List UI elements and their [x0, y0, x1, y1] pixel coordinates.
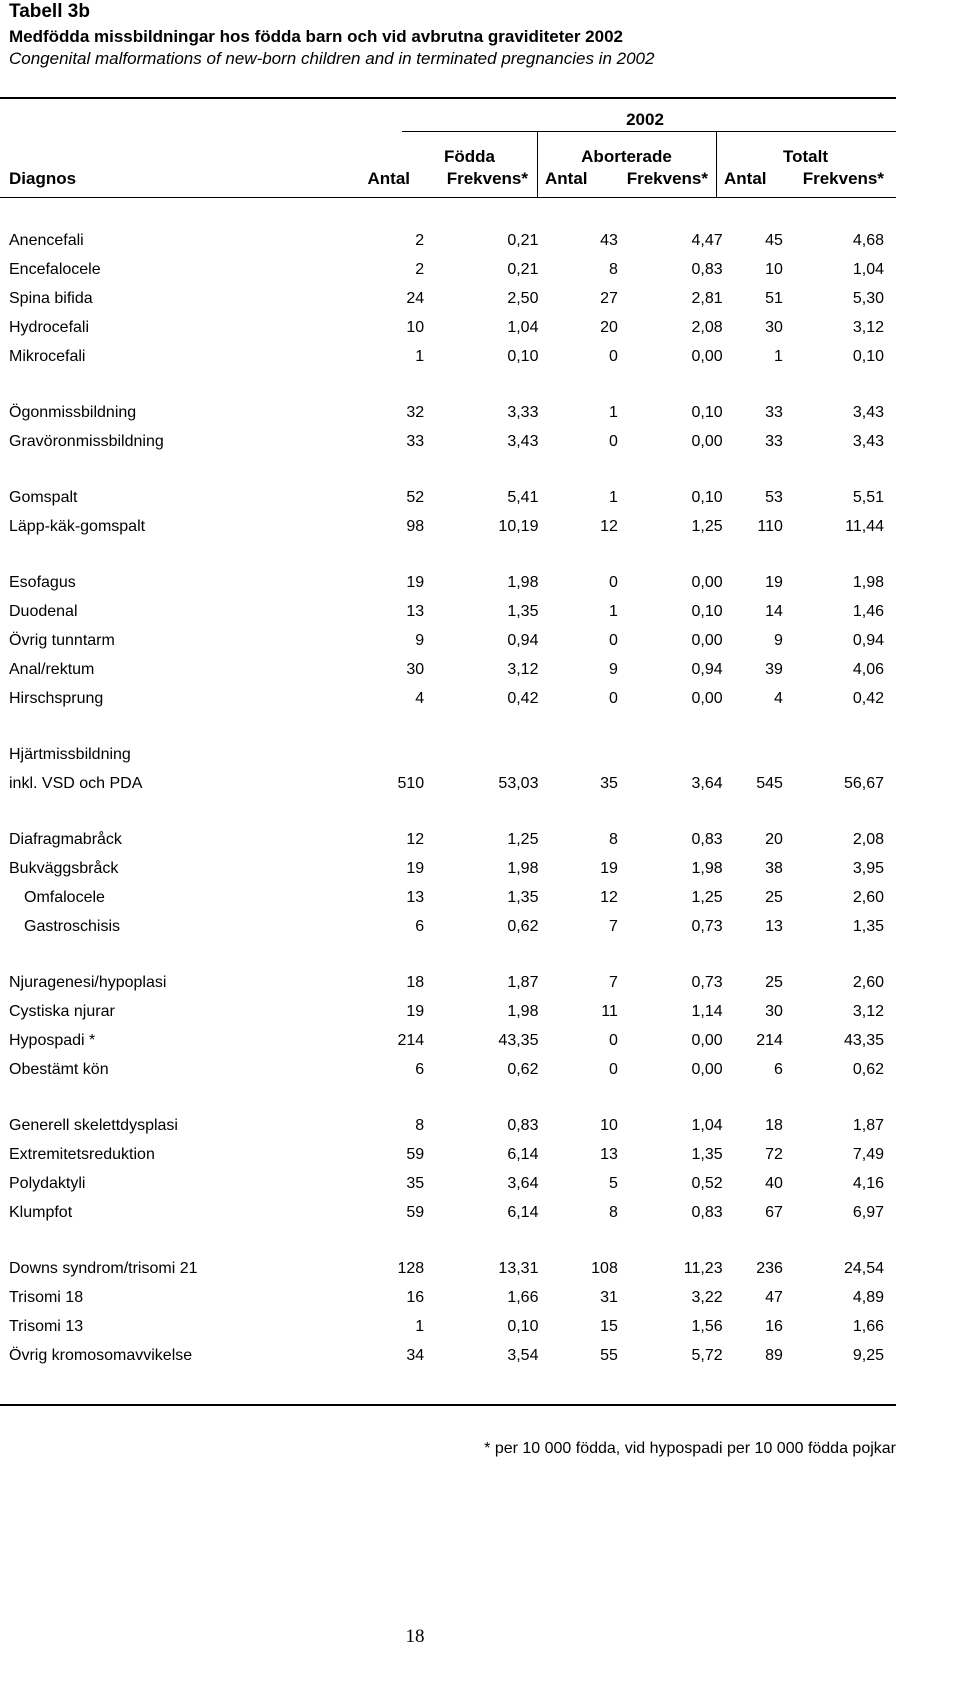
cell-aborterade-frekvens: 1,04	[691, 1117, 723, 1134]
header-separator-2	[716, 131, 717, 197]
cell-aborterade-frekvens: 0,10	[691, 603, 723, 620]
cell-totalt-frekvens: 11,44	[845, 518, 884, 535]
diagnosis-label: Bukväggsbråck	[9, 860, 119, 877]
table-row	[0, 427, 884, 456]
cell-totalt-antal: 18	[765, 1117, 783, 1134]
cell-fodda-frekvens: 3,12	[507, 661, 539, 678]
cell-totalt-frekvens: 3,95	[852, 860, 884, 877]
cell-fodda-frekvens: 1,98	[507, 1003, 539, 1020]
cell-aborterade-antal: 43	[600, 232, 618, 249]
table-row	[0, 883, 884, 912]
cell-totalt-frekvens: 56,67	[843, 775, 884, 792]
cell-aborterade-antal: 11	[601, 1003, 618, 1020]
diagnosis-label: Spina bifida	[9, 290, 93, 307]
diagnosis-label: Encefalocele	[9, 261, 101, 278]
header-totalt-antal: Antal	[724, 169, 767, 188]
cell-totalt-frekvens: 7,49	[852, 1146, 884, 1163]
cell-aborterade-antal: 8	[608, 831, 618, 848]
spacer-row	[0, 1227, 884, 1254]
cell-aborterade-frekvens: 2,81	[691, 290, 723, 307]
cell-totalt-antal: 10	[765, 261, 783, 278]
cell-fodda-antal: 10	[406, 319, 425, 336]
header-aborterade-frekvens: Frekvens*	[626, 169, 708, 188]
cell-totalt-antal: 25	[765, 889, 783, 906]
cell-totalt-antal: 214	[756, 1032, 783, 1049]
cell-aborterade-antal: 1	[608, 603, 618, 620]
table-row	[0, 398, 884, 427]
cell-aborterade-antal: 9	[608, 661, 618, 678]
cell-totalt-frekvens: 2,08	[852, 831, 884, 848]
cell-totalt-antal: 39	[765, 661, 783, 678]
spacer-cell	[0, 941, 884, 968]
cell-aborterade-antal: 0	[608, 632, 618, 649]
cell-aborterade-frekvens: 3,22	[691, 1289, 723, 1306]
diagnosis-label: Övrig kromosomavvikelse	[9, 1347, 193, 1364]
cell-fodda-frekvens	[424, 740, 538, 769]
page-number: 18	[405, 1626, 425, 1647]
diagnosis-label: Generell skelettdysplasi	[9, 1117, 178, 1134]
cell-fodda-frekvens: 1,35	[507, 603, 539, 620]
cell-totalt-frekvens: 1,87	[852, 1117, 884, 1134]
cell-fodda-antal: 59	[406, 1146, 425, 1163]
header-diagnos: Diagnos	[9, 169, 77, 188]
cell-totalt-antal: 89	[765, 1347, 783, 1364]
cell-totalt-antal: 16	[765, 1318, 783, 1335]
cell-totalt-antal: 67	[765, 1204, 783, 1221]
diagnosis-label: Omfalocele	[24, 889, 105, 906]
cell-totalt-frekvens: 1,66	[852, 1318, 884, 1335]
cell-fodda-antal	[375, 740, 424, 769]
header-year: 2002	[626, 110, 664, 129]
cell-totalt-antal: 25	[765, 974, 783, 991]
spacer-row	[0, 371, 884, 398]
cell-fodda-frekvens: 43,35	[498, 1032, 539, 1049]
cell-aborterade-frekvens: 0,00	[691, 1032, 723, 1049]
cell-totalt-frekvens: 3,12	[852, 1003, 884, 1020]
table-row	[0, 1198, 884, 1227]
cell-totalt-antal: 51	[765, 290, 783, 307]
cell-aborterade-frekvens: 0,94	[691, 661, 723, 678]
cell-aborterade-frekvens: 0,83	[691, 261, 723, 278]
cell-fodda-frekvens: 0,21	[507, 232, 539, 249]
diagnosis-label: Diafragmabråck	[9, 831, 122, 848]
diagnosis-label: Ögonmissbildning	[9, 404, 137, 421]
cell-totalt-frekvens: 3,12	[852, 319, 884, 336]
cell-aborterade-antal: 108	[591, 1260, 618, 1277]
table-title: Tabell 3b	[9, 1, 90, 22]
spacer-row	[0, 941, 884, 968]
diagnosis-label: Gomspalt	[9, 489, 78, 506]
cell-fodda-antal: 33	[406, 433, 425, 450]
cell-aborterade-frekvens: 0,00	[691, 574, 723, 591]
cell-totalt-antal: 72	[765, 1146, 783, 1163]
table-row	[0, 313, 884, 342]
cell-totalt-frekvens: 9,25	[852, 1347, 884, 1364]
diagnosis-label: Mikrocefali	[9, 348, 86, 365]
cell-fodda-antal: 12	[406, 831, 425, 848]
table-row	[0, 1111, 884, 1140]
cell-fodda-antal: 9	[415, 632, 425, 649]
cell-fodda-frekvens: 0,10	[507, 1318, 539, 1335]
cell-fodda-frekvens: 0,94	[507, 632, 539, 649]
cell-fodda-antal: 35	[406, 1175, 425, 1192]
cell-aborterade-antal: 10	[600, 1117, 618, 1134]
header-fodda-frekvens: Frekvens*	[446, 169, 528, 188]
cell-aborterade-frekvens: 1,14	[691, 1003, 723, 1020]
spacer-cell	[0, 371, 884, 398]
cell-aborterade-antal: 0	[608, 574, 618, 591]
table-row	[0, 1254, 884, 1283]
cell-totalt-antal: 38	[765, 860, 783, 877]
table-row	[0, 568, 884, 597]
cell-aborterade-frekvens	[618, 740, 723, 769]
cell-totalt-antal: 30	[765, 319, 783, 336]
cell-totalt-frekvens: 0,42	[852, 690, 884, 707]
cell-fodda-frekvens: 13,31	[498, 1260, 539, 1277]
cell-totalt-frekvens: 4,16	[852, 1175, 884, 1192]
diagnosis-label: Anal/rektum	[9, 661, 95, 678]
diagnosis-label: Klumpfot	[9, 1204, 73, 1221]
cell-fodda-frekvens: 0,10	[507, 348, 539, 365]
table-body	[0, 226, 884, 1370]
table-row	[0, 342, 884, 371]
bottom-rule	[0, 1404, 896, 1406]
cell-fodda-antal: 4	[415, 690, 425, 707]
spacer-cell	[0, 456, 884, 483]
header-totalt-frekvens: Frekvens*	[802, 169, 884, 188]
cell-aborterade-antal: 35	[600, 775, 618, 792]
cell-totalt-antal: 1	[774, 348, 783, 365]
header-bottom-rule	[0, 197, 896, 198]
cell-aborterade-frekvens: 0,00	[691, 632, 723, 649]
table-row	[0, 968, 884, 997]
header-group-totalt: Totalt	[782, 147, 828, 166]
cell-fodda-frekvens: 6,14	[507, 1204, 539, 1221]
header-separator-1	[537, 131, 538, 197]
diagnosis-label: Trisomi 18	[9, 1289, 84, 1306]
cell-aborterade-antal: 0	[608, 690, 618, 707]
cell-totalt-antal	[723, 740, 783, 769]
cell-aborterade-antal: 19	[600, 860, 618, 877]
cell-totalt-antal: 545	[756, 775, 783, 792]
cell-fodda-antal: 19	[406, 574, 425, 591]
cell-totalt-antal: 53	[765, 489, 783, 506]
cell-totalt-antal: 110	[757, 518, 783, 535]
cell-fodda-antal: 13	[406, 889, 425, 906]
footnote: * per 10 000 födda, vid hypospadi per 10 000 födda pojkar	[484, 1440, 896, 1457]
table-row	[0, 997, 884, 1026]
diagnosis-label: Gravöronmissbildning	[9, 433, 164, 450]
cell-fodda-frekvens: 0,42	[507, 690, 539, 707]
diagnosis-label: Hydrocefali	[9, 319, 90, 336]
cell-aborterade-frekvens: 0,10	[691, 404, 723, 421]
cell-totalt-antal: 40	[765, 1175, 783, 1192]
cell-aborterade-antal: 12	[600, 889, 618, 906]
malformations-table	[0, 226, 884, 1370]
cell-fodda-frekvens: 3,33	[507, 404, 539, 421]
cell-totalt-frekvens: 24,54	[843, 1260, 884, 1277]
table-subtitle-swedish: Medfödda missbildningar hos födda barn och vid avbrutna graviditeter 2002	[9, 27, 624, 46]
header-group-aborterade: Aborterade	[581, 147, 672, 166]
diagnosis-label: Polydaktyli	[9, 1175, 86, 1192]
cell-aborterade-frekvens: 1,25	[691, 518, 723, 535]
spacer-cell	[0, 1227, 884, 1254]
cell-fodda-antal: 6	[415, 1061, 425, 1078]
cell-totalt-antal: 33	[765, 404, 783, 421]
cell-fodda-frekvens: 1,35	[507, 889, 539, 906]
table-row	[0, 626, 884, 655]
table-row	[0, 284, 884, 313]
cell-aborterade-frekvens: 5,72	[691, 1347, 723, 1364]
cell-aborterade-frekvens: 0,73	[691, 974, 723, 991]
cell-aborterade-frekvens: 0,00	[691, 433, 723, 450]
cell-fodda-antal: 2	[415, 261, 425, 278]
table-row	[0, 1283, 884, 1312]
table-row	[0, 597, 884, 626]
cell-fodda-frekvens: 1,25	[507, 831, 539, 848]
diagnosis-label: Esofagus	[9, 574, 76, 591]
diagnosis-label: Läpp-käk-gomspalt	[9, 518, 146, 535]
cell-aborterade-antal: 27	[600, 290, 618, 307]
cell-totalt-frekvens: 1,04	[852, 261, 884, 278]
cell-totalt-frekvens: 1,46	[852, 603, 884, 620]
spacer-row	[0, 541, 884, 568]
cell-fodda-frekvens: 6,14	[507, 1146, 539, 1163]
cell-totalt-frekvens: 2,60	[852, 889, 884, 906]
spacer-cell	[0, 798, 884, 825]
cell-totalt-frekvens	[783, 740, 884, 769]
cell-fodda-antal: 214	[397, 1032, 425, 1049]
table-row	[0, 1026, 884, 1055]
cell-fodda-antal: 13	[406, 603, 425, 620]
table-row	[0, 512, 884, 541]
table-row	[0, 1341, 884, 1370]
table-row	[0, 226, 884, 255]
cell-totalt-frekvens: 1,98	[852, 574, 884, 591]
cell-fodda-frekvens: 1,87	[507, 974, 539, 991]
cell-totalt-frekvens: 0,10	[852, 348, 884, 365]
cell-fodda-antal: 16	[406, 1289, 425, 1306]
cell-aborterade-antal: 13	[600, 1146, 618, 1163]
cell-totalt-antal: 14	[765, 603, 783, 620]
cell-totalt-frekvens: 2,60	[852, 974, 884, 991]
cell-aborterade-antal: 1	[608, 489, 618, 506]
cell-aborterade-frekvens: 0,00	[691, 348, 723, 365]
cell-totalt-antal: 20	[765, 831, 783, 848]
cell-fodda-antal: 19	[406, 1003, 425, 1020]
cell-aborterade-antal: 7	[608, 974, 618, 991]
cell-totalt-frekvens: 6,97	[852, 1204, 884, 1221]
cell-aborterade-antal: 31	[600, 1289, 618, 1306]
cell-fodda-frekvens: 0,62	[507, 1061, 539, 1078]
cell-totalt-antal: 30	[765, 1003, 783, 1020]
cell-fodda-antal: 98	[406, 518, 425, 535]
table-row	[0, 255, 884, 284]
cell-aborterade-frekvens: 1,98	[691, 860, 723, 877]
cell-totalt-frekvens: 4,68	[852, 232, 884, 249]
cell-fodda-antal: 8	[415, 1117, 425, 1134]
cell-aborterade-antal: 55	[600, 1347, 618, 1364]
cell-aborterade-frekvens: 1,56	[691, 1318, 723, 1335]
diagnosis-label: Trisomi 13	[9, 1318, 84, 1335]
table-row	[0, 825, 884, 854]
cell-totalt-antal: 19	[765, 574, 783, 591]
cell-aborterade-frekvens: 0,10	[691, 489, 723, 506]
cell-aborterade-antal: 1	[608, 404, 618, 421]
spacer-row	[0, 798, 884, 825]
diagnosis-label: Extremitetsreduktion	[9, 1146, 155, 1163]
table-row	[0, 1312, 884, 1341]
diagnosis-label: Hjärtmissbildning	[9, 746, 131, 763]
cell-fodda-antal: 1	[415, 348, 425, 365]
cell-fodda-frekvens: 3,54	[507, 1347, 539, 1364]
cell-fodda-antal: 128	[397, 1260, 425, 1277]
cell-aborterade-frekvens: 2,08	[691, 319, 723, 336]
cell-totalt-frekvens: 4,89	[852, 1289, 884, 1306]
cell-totalt-frekvens: 0,62	[852, 1061, 884, 1078]
table-row	[0, 1140, 884, 1169]
spacer-row	[0, 456, 884, 483]
cell-totalt-antal: 6	[774, 1061, 783, 1078]
cell-aborterade-antal	[538, 740, 617, 769]
diagnosis-label: Hirschsprung	[9, 690, 104, 707]
cell-fodda-antal: 6	[415, 918, 425, 935]
cell-aborterade-frekvens: 4,47	[691, 232, 723, 249]
cell-totalt-antal: 13	[765, 918, 783, 935]
cell-totalt-antal: 9	[774, 632, 783, 649]
table-row	[0, 854, 884, 883]
cell-aborterade-frekvens: 0,00	[691, 690, 723, 707]
table-row	[0, 912, 884, 941]
table-subtitle-english: Congenital malformations of new-born children and in terminated pregnancies in 2002	[9, 49, 655, 68]
cell-aborterade-frekvens: 3,64	[691, 775, 723, 792]
cell-totalt-frekvens: 3,43	[852, 404, 884, 421]
table-row	[0, 740, 884, 769]
cell-fodda-antal: 59	[406, 1204, 425, 1221]
cell-totalt-antal: 236	[756, 1260, 783, 1277]
cell-aborterade-frekvens: 0,00	[691, 1061, 723, 1078]
cell-totalt-frekvens: 1,35	[852, 918, 884, 935]
cell-aborterade-antal: 5	[608, 1175, 618, 1192]
cell-aborterade-frekvens: 0,83	[691, 1204, 723, 1221]
cell-aborterade-frekvens: 1,35	[691, 1146, 723, 1163]
cell-aborterade-antal: 0	[608, 1032, 618, 1049]
header-aborterade-antal: Antal	[545, 169, 588, 188]
cell-aborterade-frekvens: 1,25	[691, 889, 723, 906]
header-group-fodda: Födda	[444, 147, 495, 166]
cell-totalt-frekvens: 5,30	[852, 290, 884, 307]
table-row	[0, 1169, 884, 1198]
cell-fodda-antal: 18	[406, 974, 425, 991]
diagnosis-label: inkl. VSD och PDA	[9, 775, 143, 792]
diagnosis-label: Njuragenesi/hypoplasi	[9, 974, 167, 991]
spacer-cell	[0, 1084, 884, 1111]
cell-fodda-frekvens: 0,21	[507, 261, 539, 278]
cell-aborterade-antal: 12	[600, 518, 618, 535]
cell-aborterade-antal: 7	[608, 918, 618, 935]
spacer-row	[0, 713, 884, 740]
year-underline	[402, 131, 896, 132]
cell-fodda-frekvens: 5,41	[507, 489, 539, 506]
cell-fodda-frekvens: 1,66	[507, 1289, 539, 1306]
cell-aborterade-antal: 15	[600, 1318, 618, 1335]
cell-aborterade-antal: 8	[608, 1204, 618, 1221]
cell-fodda-frekvens: 1,04	[507, 319, 539, 336]
cell-totalt-frekvens: 5,51	[852, 489, 884, 506]
diagnosis-label: Övrig tunntarm	[9, 632, 115, 649]
diagnosis-label: Duodenal	[9, 603, 78, 620]
cell-totalt-antal: 47	[765, 1289, 783, 1306]
cell-aborterade-antal: 0	[608, 1061, 618, 1078]
diagnosis-label: Gastroschisis	[24, 918, 121, 935]
cell-totalt-frekvens: 4,06	[852, 661, 884, 678]
cell-totalt-frekvens: 3,43	[852, 433, 884, 450]
cell-fodda-frekvens: 10,19	[498, 518, 539, 535]
cell-aborterade-antal: 20	[600, 319, 618, 336]
diagnosis-label: Downs syndrom/trisomi 21	[9, 1260, 198, 1277]
cell-totalt-antal: 4	[774, 690, 783, 707]
cell-fodda-frekvens: 3,64	[507, 1175, 539, 1192]
cell-fodda-antal: 1	[415, 1318, 425, 1335]
cell-aborterade-frekvens: 0,83	[691, 831, 723, 848]
diagnosis-label: Hypospadi *	[9, 1032, 96, 1049]
cell-fodda-frekvens: 3,43	[507, 433, 539, 450]
cell-fodda-antal: 510	[397, 775, 425, 792]
table-row	[0, 655, 884, 684]
cell-fodda-antal: 2	[415, 232, 425, 249]
cell-aborterade-antal: 0	[608, 433, 618, 450]
spacer-cell	[0, 541, 884, 568]
table-row	[0, 684, 884, 713]
diagnosis-label: Obestämt kön	[9, 1061, 109, 1078]
cell-aborterade-frekvens: 11,23	[683, 1260, 723, 1277]
cell-totalt-frekvens: 0,94	[852, 632, 884, 649]
cell-fodda-antal: 30	[406, 661, 425, 678]
header-fodda-antal: Antal	[367, 169, 410, 188]
cell-fodda-frekvens: 1,98	[507, 860, 539, 877]
cell-totalt-antal: 45	[765, 232, 783, 249]
cell-fodda-frekvens: 0,62	[507, 918, 539, 935]
table-row	[0, 1055, 884, 1084]
cell-fodda-frekvens: 1,98	[507, 574, 539, 591]
diagnosis-label: Cystiska njurar	[9, 1003, 115, 1020]
cell-fodda-antal: 24	[406, 290, 425, 307]
cell-totalt-frekvens: 43,35	[843, 1032, 884, 1049]
cell-aborterade-antal: 0	[608, 348, 618, 365]
cell-fodda-antal: 32	[406, 404, 425, 421]
cell-aborterade-frekvens: 0,73	[691, 918, 723, 935]
cell-fodda-frekvens: 2,50	[507, 290, 539, 307]
spacer-row	[0, 1084, 884, 1111]
cell-fodda-antal: 52	[406, 489, 425, 506]
table-row	[0, 769, 884, 798]
cell-totalt-antal: 33	[765, 433, 783, 450]
cell-fodda-frekvens: 0,83	[507, 1117, 539, 1134]
top-rule	[0, 97, 896, 99]
spacer-cell	[0, 713, 884, 740]
diagnosis-label: Anencefali	[9, 232, 84, 249]
cell-aborterade-antal: 8	[608, 261, 618, 278]
cell-fodda-antal: 34	[406, 1347, 425, 1364]
cell-fodda-antal: 19	[406, 860, 425, 877]
cell-fodda-frekvens: 53,03	[498, 775, 539, 792]
table-row	[0, 483, 884, 512]
cell-aborterade-frekvens: 0,52	[691, 1175, 723, 1192]
